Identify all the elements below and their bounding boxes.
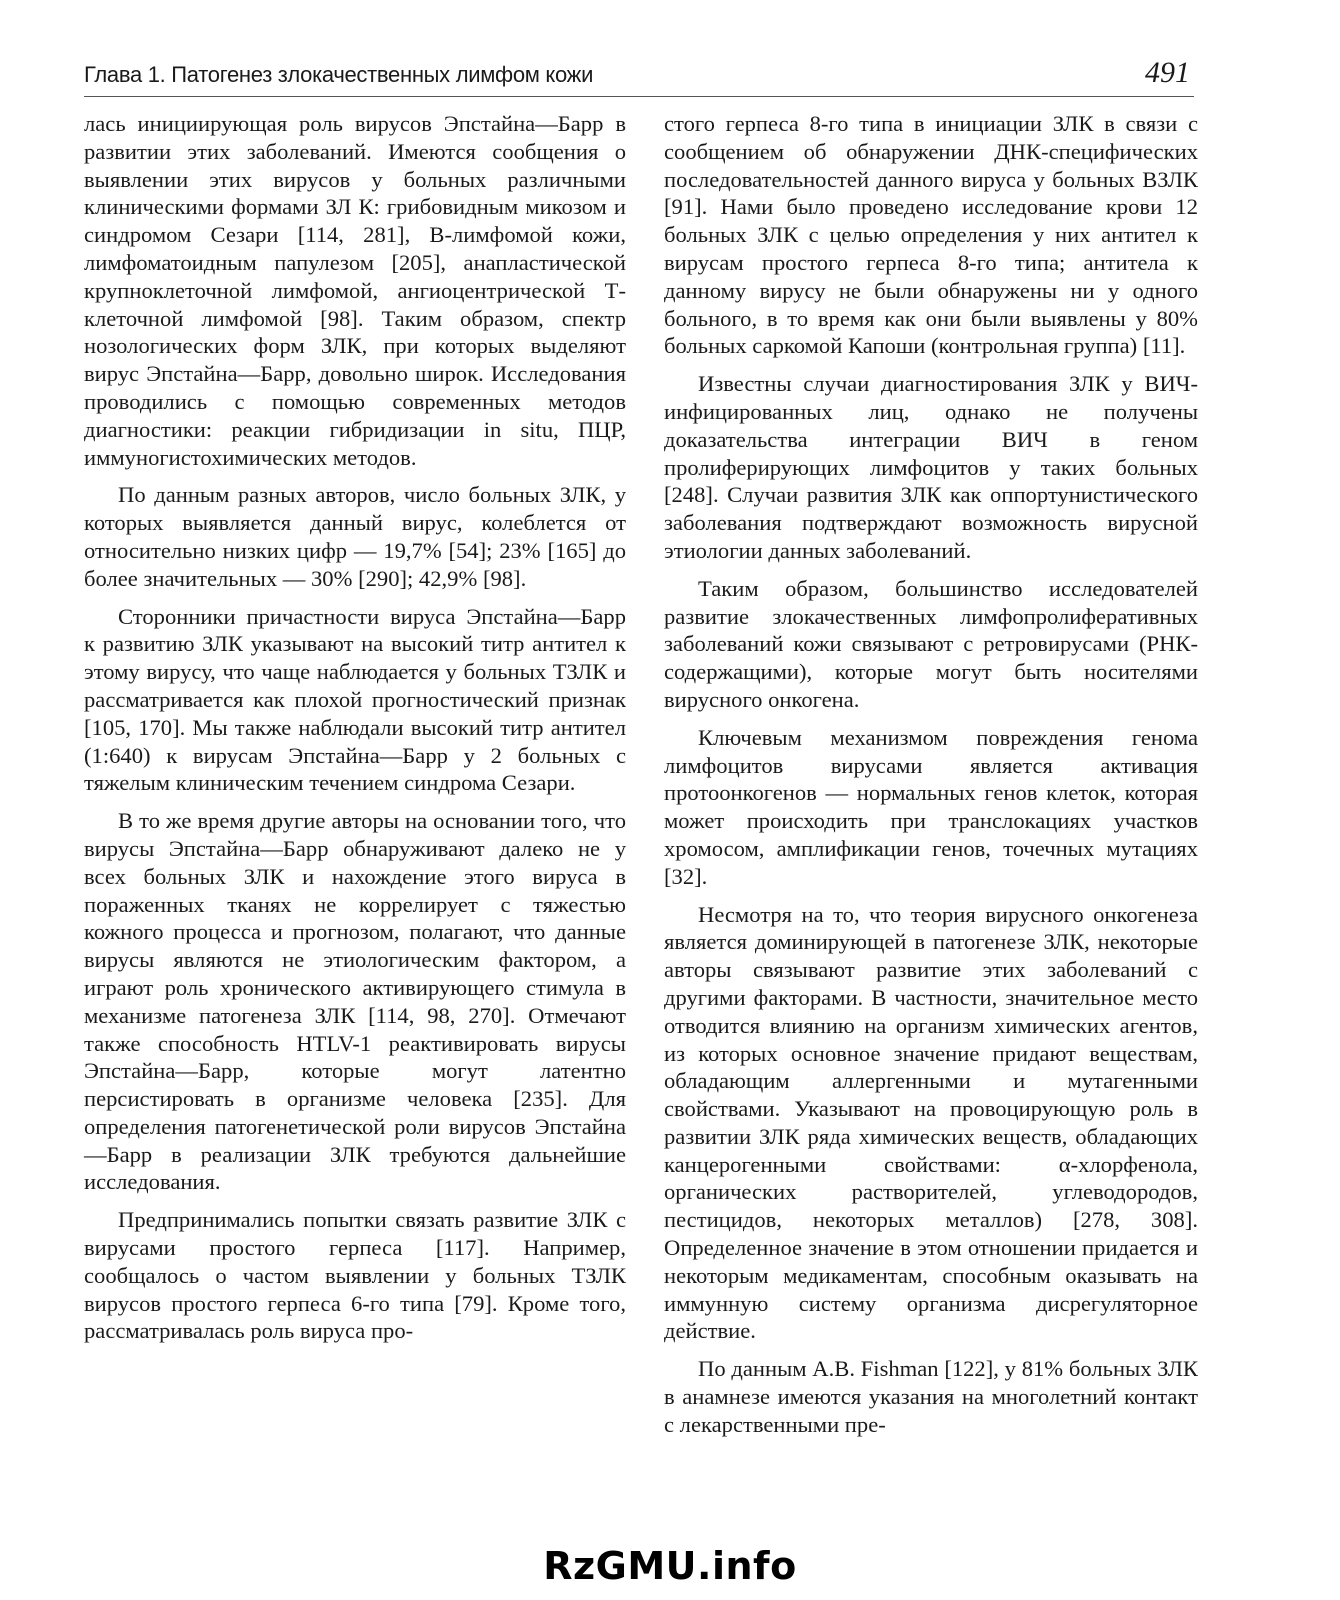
site-watermark: RzGMU.info <box>543 1544 797 1588</box>
paragraph: стого герпеса 8-го типа в инициации ЗЛК в связи с сообщением об обнаружении ДНК-специфических последовательностей данного вируса у больных ВЗЛК [91]. Нами было проведено исследование крови 12 больных ЗЛК с целью определения у них антител к вирусам простого герпеса 8-го типа; антитела к данному вирусу не были обнаружены ни у одного больного, в то время как они были выявлены у 80% больных саркомой Капоши (контрольная группа) [11]. <box>664 111 1198 359</box>
paragraph: В то же время другие авторы на основании того, что вирусы Эпстайна—Барр обнаруживают далеко не у всех больных ЗЛК и нахождение этого вируса в пораженных тканях не коррелирует с тяжестью кожного процесса и прогнозом, полагают, что данные вирусы являются не этиологическим фактором, а играют роль хронического активирующего стимула в механизме патогенеза ЗЛК [114, 98, 270]. Отмечают также способность HTLV-1 реактивировать вирусы Эпстайна—Барр, которые могут латентно персистировать в организме человека [235]. Для определения патогенетической роли вирусов Эпстайна—Барр в реализации ЗЛК требуются дальнейшие исследования. <box>84 808 626 1195</box>
right-column <box>664 110 1198 1449</box>
page-header <box>84 56 1194 97</box>
page-number: 491 <box>1145 56 1190 89</box>
paragraph: Сторонники причастности вируса Эпстайна—Барр к развитию ЗЛК указывают на высокий титр антител к этому вирусу, что чаще наблюдается у больных ТЗЛК и рассматривается как плохой прогностический признак [105, 170]. Мы также наблюдали высокий титр антител (1:640) к вирусам Эпстайна—Барр у 2 больных с тяжелым клиническим течением синдрома Сезари. <box>84 603 626 796</box>
paragraph: Ключевым механизмом повреждения генома лимфоцитов вирусами является активация протоонкогенов — нормальных генов клеток, которая может происходить при транслокациях участков хромосом, амплификации генов, точечных мутациях [32]. <box>664 724 1198 889</box>
paragraph: Предпринимались попытки связать развитие ЗЛК с вирусами простого герпеса [117]. Например, сообщалось о частом выявлении у больных ТЗЛК вирусов простого герпеса 6-го типа [79]. Кроме того, рассматривалась роль вируса про- <box>84 1207 626 1344</box>
paragraph: По данным разных авторов, число больных ЗЛК, у которых выявляется данный вирус, колеблется от относительно низких цифр — 19,7% [54]; 23% [165] до более значительных — 30% [290]; 42,9% [98]. <box>84 482 626 591</box>
paragraph: По данным А.В. Fishman [122], у 81% больных ЗЛК в анамнезе имеются указания на многолетний контакт с лекарственными пре- <box>664 1356 1198 1437</box>
paragraph: Несмотря на то, что теория вирусного онкогенеза является доминирующей в патогенезе ЗЛК, некоторые авторы связывают развитие этих заболеваний с другими факторами. В частности, значительное место отводится влиянию на организм химических агентов, из которых основное значение придают веществам, обладающим аллергенными и мутагенными свойствами. Указывают на провоцирующую роль в развитии ЗЛК ряда химических веществ, обладающих канцерогенными свойствами: α-хлорфенола, органических растворителей, углеводородов, пестицидов, некоторых металлов) [278, 308]. Определенное значение в этом отношении придается и некоторым медикаментам, способным оказывать на иммунную систему организма дисрегуляторное действие. <box>664 901 1198 1344</box>
paragraph: лась инициирующая роль вирусов Эпстайна—Барр в развитии этих заболеваний. Имеются сообщения о выявлении этих вирусов у больных различными клиническими формами ЗЛ К: грибовидным микозом и синдромом Сезари [114, 281], В-лимфомой кожи, лимфоматоидным папулезом [205], анапластической крупноклеточной лимфомой, ангиоцентрической Т-клеточной лимфомой [98]. Таким образом, спектр нозологических форм ЗЛК, при которых выделяют вирус Эпстайна—Барр, довольно широк. Исследования проводились с помощью современных методов диагностики: реакции гибридизации in situ, ПЦР, иммуногистохимических методов. <box>84 111 626 470</box>
paragraph: Таким образом, большинство исследователей развитие злокачественных лимфопролиферативных заболеваний кожи связывают с ретровирусами (РНК-содержащими), которые могут быть носителями вирусного онкогена. <box>664 575 1198 712</box>
running-title: Глава 1. Патогенез злокачественных лимфом кожи <box>84 62 594 87</box>
paragraph: Известны случаи диагностирования ЗЛК у ВИЧ-инфицированных лиц, однако не получены доказательства интеграции ВИЧ в геном пролиферирующих лимфоцитов у таких больных [248]. Случаи развития ЗЛК как оппортунистического заболевания подтверждают возможность вирусной этиологии данных заболеваний. <box>664 371 1198 563</box>
left-column <box>84 110 626 1355</box>
